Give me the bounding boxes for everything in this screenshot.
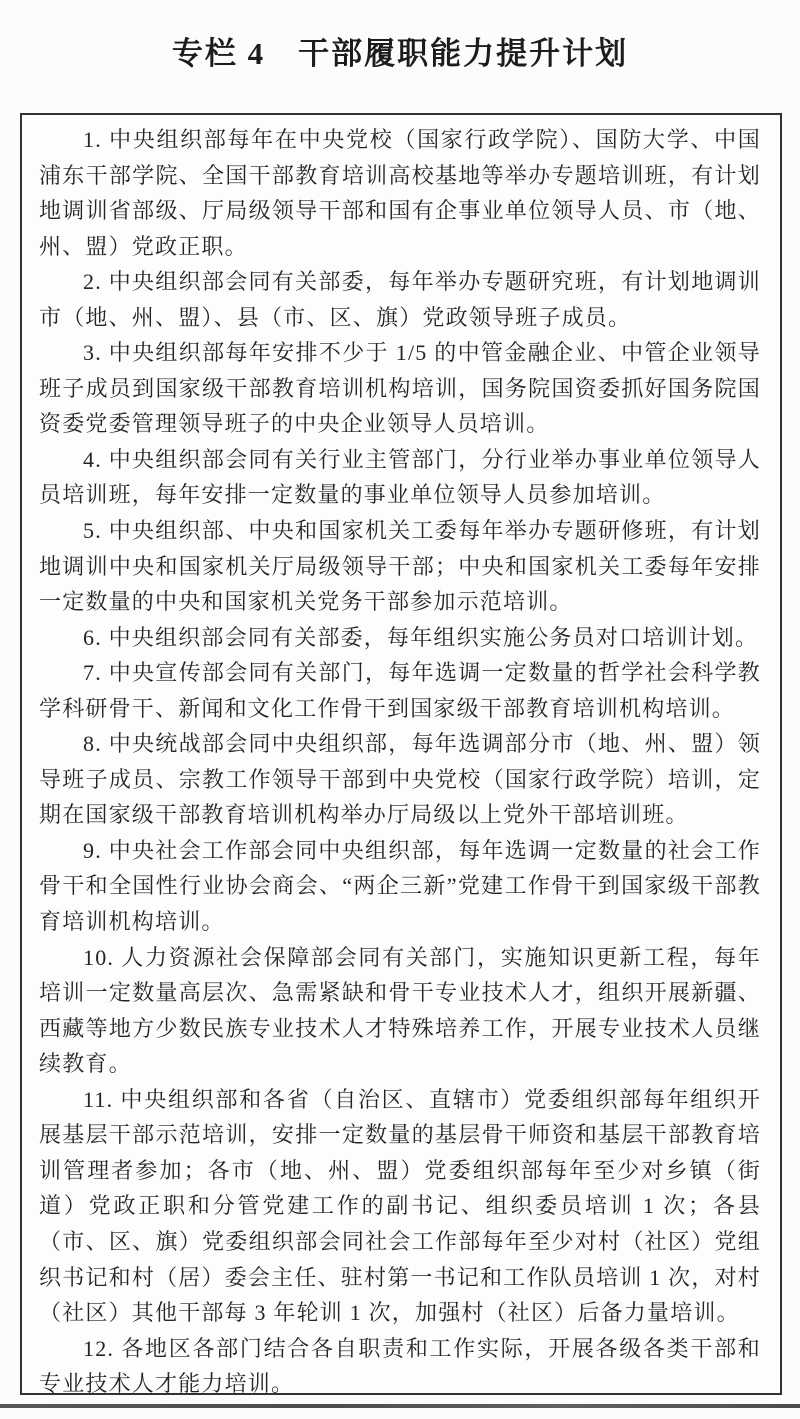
plan-item-11: 11. 中央组织部和各省（自治区、直辖市）党委组织部每年组织开展基层干部示范培训，安排一定数量的基层骨干师资和基层干部教育培训管理者参加；各市（地、州、盟）党委组织部每年至少对乡镇（街道）党政正职和分管党建工作的副书记、组织委员培训 1 次；各县（市、区、旗）党委组织部会同社会工作部每年至少对村（社区）党组织书记和村（居）委会主任、驻村第一书记和工作队员培训 1 次，对村（社区）其他干部每 3 年轮训 1 次，加强村（社区）后备力量培训。 [39, 1086, 761, 1326]
plan-item-12: 12. 各地区各部门结合各自职责和工作实际，开展各级各类干部和专业技术人才能力培训。 [39, 1335, 761, 1397]
plan-item-5: 5. 中央组织部、中央和国家机关工委每年举办专题研修班，有计划地调训中央和国家机关厅局级领导干部；中央和国家机关工委每年安排一定数量的中央和国家机关党务干部参加示范培训。 [39, 518, 761, 615]
plan-item-9: 9. 中央社会工作部会同中央组织部，每年选调一定数量的社会工作骨干和全国性行业协会商会、“两企三新”党建工作骨干到国家级干部教育培训机构培训。 [39, 837, 761, 935]
plan-item-7: 7. 中央宣传部会同有关部门，每年选调一定数量的哲学社会科学教学科研骨干、新闻和文化工作骨干到国家级干部教育培训机构培训。 [39, 660, 761, 721]
page-bottom-scan-line [0, 1404, 800, 1408]
plan-item-1: 1. 中央组织部每年在中央党校（国家行政学院）、国防大学、中国浦东干部学院、全国干部教育培训高校基地等举办专题培训班，有计划地调训省部级、厅局级领导干部和国有企事业单位领导人员、市（地、州、盟）党政正职。 [39, 127, 761, 259]
plan-item-10: 10. 人力资源社会保障部会同有关部门，实施知识更新工程，每年培训一定数量高层次、急需紧缺和骨干专业技术人才，组织开展新疆、西藏等地方少数民族专业技术人才特殊培养工作，开展专业技术人员继续教育。 [39, 944, 761, 1077]
column-title: 专栏 4 干部履职能力提升计划 [171, 36, 629, 71]
plan-item-8: 8. 中央统战部会同中央组织部，每年选调部分市（地、州、盟）领导班子成员、宗教工作领导干部到中央党校（国家行政学院）培训，定期在国家级干部教育培训机构举办厅局级以上党外干部培训班。 [39, 731, 761, 828]
plan-content-box [20, 113, 782, 1395]
plan-item-2: 2. 中央组织部会同有关部委，每年举办专题研究班，有计划地调训市（地、州、盟）、县（市、区、旗）党政领导班子成员。 [39, 269, 761, 330]
plan-item-3: 3. 中央组织部每年安排不少于 1/5 的中管金融企业、中管企业领导班子成员到国家级干部教育培训机构培训，国务院国资委抓好国务院国资委党委管理领导班子的中央企业领导人员培训。 [39, 340, 761, 437]
plan-item-4: 4. 中央组织部会同有关行业主管部门，分行业举办事业单位领导人员培训班，每年安排一定数量的事业单位领导人员参加培训。 [39, 446, 761, 508]
plan-item-6: 6. 中央组织部会同有关部委，每年组织实施公务员对口培训计划。 [83, 624, 759, 650]
